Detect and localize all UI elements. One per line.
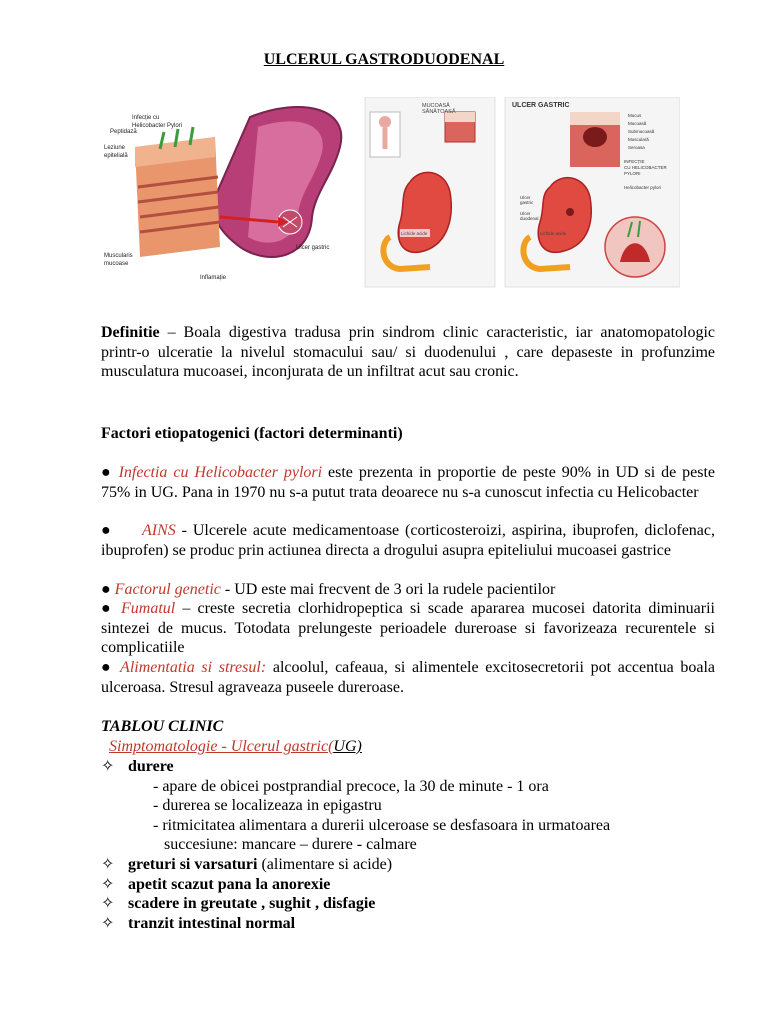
svg-text:Submucoasă: Submucoasă — [628, 129, 655, 134]
svg-text:Musculară: Musculară — [628, 137, 649, 142]
svg-text:Muscularis: Muscularis — [104, 253, 133, 259]
stomach-ulcer-illustration — [100, 97, 680, 292]
symptom-greturi: ✧ greturi si varsaturi (alimentare si acide) — [101, 856, 393, 873]
svg-text:Infecție cu: Infecție cu — [132, 115, 160, 121]
document-title: ULCERUL GASTRODUODENAL — [263, 51, 505, 68]
svg-text:mucoase: mucoase — [104, 261, 129, 267]
svg-text:INFECȚIE: INFECȚIE — [624, 159, 645, 164]
symptomatology-subheading: Simptomatologie - Ulcerul gastric(UG) — [109, 738, 362, 755]
svg-text:Seroasa: Seroasa — [628, 145, 645, 150]
svg-text:Mucoasă: Mucoasă — [628, 121, 647, 126]
diamond-bullet-icon: ✧ — [101, 856, 115, 873]
durere-detail-4: succesiune: mancare – durere - calmare — [164, 836, 417, 853]
svg-text:MUCOASĂ: MUCOASĂ — [422, 103, 450, 109]
factor-fumatul: ● Fumatul – creste secretia clorhidropeptica si scade apararea mucosei datorita diminuarii sintezei de mucus. Totodata prelungeste perioadele dureroase si favorizeaza recurentele si complicatiile — [101, 600, 716, 656]
svg-text:gastric: gastric — [520, 200, 534, 205]
symptom-durere: ✧ durere — [101, 758, 174, 775]
diamond-bullet-icon: ✧ — [101, 758, 115, 775]
diamond-bullet-icon: ✧ — [101, 876, 115, 893]
middle-panel — [365, 97, 495, 287]
left-panel — [104, 107, 341, 281]
definition-label: Definitie — [101, 324, 160, 341]
factor-genetic: ● Factorul genetic - UD este mai frecvent de 3 ori la rudele pacientilor — [101, 581, 556, 598]
diamond-bullet-icon: ✧ — [101, 895, 115, 912]
svg-text:Ulcer: Ulcer — [520, 195, 531, 200]
svg-text:CU HELICOBACTER: CU HELICOBACTER — [624, 165, 667, 170]
svg-text:Lichide acide: Lichide acide — [401, 231, 428, 236]
svg-text:Helicobacter pylori: Helicobacter pylori — [624, 185, 662, 190]
svg-text:Ulcer gastric: Ulcer gastric — [296, 245, 330, 251]
symptom-apetit: ✧ apetit scazut pana la anorexie — [101, 876, 331, 893]
factors-heading: Factori etiopatogenici (factori determinanti) — [101, 425, 403, 442]
svg-text:Peptidază: Peptidază — [110, 129, 137, 135]
svg-text:Inflamație: Inflamație — [200, 275, 227, 281]
durere-detail-1: - apare de obicei postprandial precoce, la 30 de minute - 1 ora — [153, 778, 549, 795]
svg-text:epitelială: epitelială — [104, 153, 128, 159]
durere-detail-3: - ritmicitatea alimentara a durerii ulceroase se desfasoara in urmatoarea — [153, 817, 611, 834]
diamond-bullet-icon: ✧ — [101, 915, 115, 932]
durere-detail-2: - durerea se localizeaza in epigastru — [153, 797, 382, 814]
factor-helicobacter: ● Infectia cu Helicobacter pylori este prezenta in proportie de peste 90% in UD si de peste 75% in UG. Pana in 1970 nu s-a putut trata deoarece nu s-a cunoscut infectia cu Helicobacter — [101, 464, 716, 501]
svg-text:PYLORI: PYLORI — [624, 171, 641, 176]
definition-text: – Boala digestiva tradusa prin sindrom clinic caracteristic, iar anatomopatologic printr-o ulceratie la nivelul stomacului sau/ si duodenului , care depaseste in profunzime musculatura mucoasei, inconjurata de un infiltrat acut sau cronic. — [101, 324, 715, 380]
factor-alimentatia: ● Alimentatia si stresul: alcoolul, cafeaua, si alimentele excitosecretorii pot accentua boala ulceroasa. Stresul agraveaza puseele dureroase. — [101, 659, 715, 696]
svg-text:ULCER GASTRIC: ULCER GASTRIC — [512, 102, 570, 109]
svg-text:Mucus: Mucus — [628, 113, 642, 118]
svg-text:duodenal: duodenal — [520, 216, 539, 221]
clinical-heading: TABLOU CLINIC — [101, 718, 224, 735]
definition-paragraph — [101, 323, 715, 382]
svg-text:Lichide acide: Lichide acide — [540, 231, 567, 236]
svg-text:Leziune: Leziune — [104, 145, 126, 151]
symptom-scadere: ✧ scadere in greutate , sughit , disfagie — [101, 895, 376, 912]
svg-text:Ulcer: Ulcer — [520, 211, 531, 216]
right-panel — [505, 97, 680, 287]
svg-text:Helicobacter Pylori: Helicobacter Pylori — [132, 123, 183, 129]
svg-text:SĂNĂTOASĂ: SĂNĂTOASĂ — [422, 109, 456, 115]
factor-ains: ● AINS - Ulcerele acute medicamentoase (corticosteroizi, aspirina, ibuprofen, diclofenac, ibuprofen) se produc prin actiunea directa a drogului asupra epiteliului mucoasei gastrice — [101, 522, 715, 559]
symptom-tranzit: ✧ tranzit intestinal normal — [101, 915, 296, 932]
